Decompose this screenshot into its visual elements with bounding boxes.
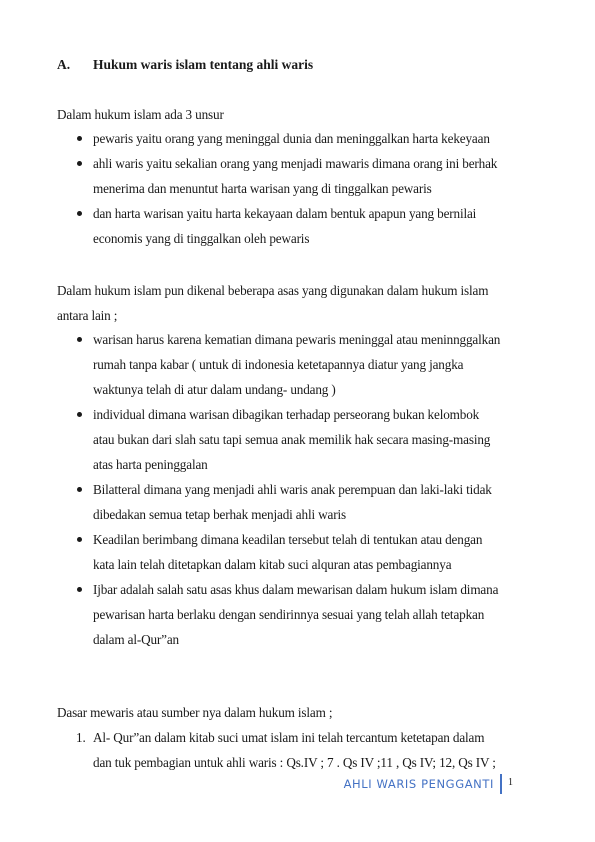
list-item: [57, 477, 542, 527]
footer-divider: [500, 774, 502, 794]
asas-list: [57, 327, 542, 652]
bullet-icon: [77, 537, 82, 542]
line: dibedakan semua tetap berhak menjadi ahli waris: [93, 507, 346, 522]
line: dalam al-Qur”an: [93, 632, 179, 647]
line: Dalam hukum islam pun dikenal beberapa asas yang digunakan dalam hukum islam: [57, 283, 489, 298]
list-item: [57, 725, 542, 775]
page-footer: [344, 773, 513, 795]
sumber-list: [57, 725, 542, 775]
list-item: [57, 126, 542, 151]
list-item: [57, 151, 542, 201]
bullet-icon: [77, 337, 82, 342]
bullet-icon: [77, 161, 82, 166]
page-number: 1: [508, 776, 513, 788]
bullet-icon: [77, 587, 82, 592]
line: warisan harus karena kematian dimana pewaris meninggal atau meninnggalkan: [93, 332, 501, 347]
line: pewarisan harta berlaku dengan sendirinnya sesuai yang telah allah tetapkan: [93, 607, 485, 622]
line: Bilatteral dimana yang menjadi ahli waris anak perempuan dan laki-laki tidak: [93, 482, 492, 497]
list-item: [57, 327, 542, 402]
section-number: A.: [57, 57, 71, 72]
list-item: [57, 201, 542, 251]
bullet-icon: [77, 136, 82, 141]
bullet-icon: [77, 211, 82, 216]
line: atau bukan dari slah satu tapi semua anak memilik hak secara masing-masing: [93, 432, 491, 447]
intro-sumber: Dasar mewaris atau sumber nya dalam hukum islam ;: [57, 705, 333, 720]
bullet-icon: [77, 487, 82, 492]
line: dan tuk pembagian untuk ahli waris : Qs.IV ; 7 . Qs IV ;11 , Qs IV; 12, Qs IV ;: [93, 755, 496, 770]
line: atas harta peninggalan: [93, 457, 208, 472]
footer-title: AHLI WARIS PENGGANTI: [343, 777, 494, 791]
line: pewaris yaitu orang yang meninggal dunia dan meninggalkan harta kekeyaan: [93, 131, 490, 146]
intro-asas: [57, 278, 542, 328]
line: ahli waris yaitu sekalian orang yang menjadi mawaris dimana orang ini berhak: [93, 156, 498, 171]
line: individual dimana warisan dibagikan terhadap perseorang bukan kelombok: [93, 407, 480, 422]
line: Ijbar adalah salah satu asas khus dalam mewarisan dalam hukum islam dimana: [93, 582, 499, 597]
list-item: [57, 402, 542, 477]
list-item: [57, 527, 542, 577]
section-title: Hukum waris islam tentang ahli waris: [93, 57, 314, 72]
line: dan harta warisan yaitu harta kekayaan dalam bentuk apapun yang bernilai: [93, 206, 477, 221]
line: menerima dan menuntut harta warisan yang di tinggalkan pewaris: [93, 181, 432, 196]
line: rumah tanpa kabar ( untuk di indonesia ketetapannya diatur yang jangka: [93, 357, 464, 372]
unsur-list: [57, 126, 542, 251]
section-heading: [57, 57, 313, 73]
list-item: [57, 577, 542, 652]
line: economis yang di tinggalkan oleh pewaris: [93, 231, 310, 246]
intro-unsur: Dalam hukum islam ada 3 unsur: [57, 107, 224, 122]
line: Keadilan berimbang dimana keadilan tersebut telah di tentukan atau dengan: [93, 532, 483, 547]
line: kata lain telah ditetapkan dalam kitab suci alquran atas pembagiannya: [93, 557, 452, 572]
line: antara lain ;: [57, 308, 118, 323]
bullet-icon: [77, 412, 82, 417]
line: waktunya telah di atur dalam undang- undang ): [93, 382, 336, 397]
list-number: 1.: [76, 730, 86, 745]
line: Al- Qur”an dalam kitab suci umat islam ini telah tercantum ketetapan dalam: [93, 730, 485, 745]
